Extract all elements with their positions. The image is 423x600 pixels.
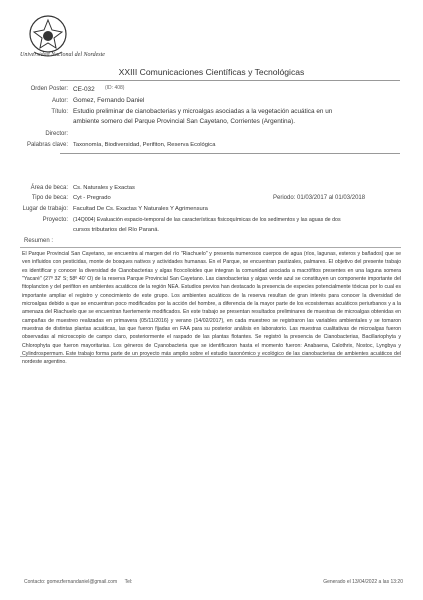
proyecto-line-2: cursos tributarios del Río Paraná.: [73, 227, 160, 233]
title-divider: [60, 80, 400, 81]
resumen-text: El Parque Provincial San Cayetano, se encuentra al margen del río "Riachuelo" y presenta numerosos cuerpos de agua (ríos, lagunas, esteros y bañados) que se ven influidos con pesticidas, monte de bosques nativos y actividades humanas. En el Parque, se encuentran pastizales, palmares. El objetivo del presente trabajo es identificar y conocer la diversidad de Cianobacterias y algas ficocolioides que integran la comunidad asociada a macrófitos presentes en una laguna somera "Yacaré" (27º 32' S; 58º 40' O) de la reserva Parque Provincial San Cayetano. Las cianobacterias y algas verde azul se constituyen un componente importante del fitoplancton y del perifiton en ambientes acuáticos de la región NEA. Estudios previos han destacado la presencia de especies potencialmente tóxicas por lo cual es importante ampliar el registro y conocimiento de este grupo. Los ambientes acuáticos de la reserva resultan de gran interés para conocer la diversidad de microalgas debido a que se encuentran poco modificados por la acción del hombre, a diferencia de la mayor parte de los ecosistemas acuáticos periurbanos y a la amenaza del Riachuelo que se encuentran fuertemente modificados. En este trabajo se presentan resultados preliminares de muestras de microalgas obtenidas en campañas de muestreo realizadas en primavera (05/11/2016) y verano (14/02/2017), en cada muestreo se registraron las variables ambientales y se tomaron muestras de distintas plantas acuáticas, las que fueron fijadas en FAA para su posterior análisis en laboratorio. Las muestras cualitativas de microalgas fueron observadas al microscopio de campo claro, posteriormente el raspado de las plantas flotantes. Se registró la presencia de Cianobacterias, Bacillariophyta y Chlorophyta que fueron mayoritarias. Los géneros de Cyanobacteria que se identificaron hasta el momento fueron: Anabaena, Calothrix, Nostoc, Lyngbya y Cylindrospermum. Este trabajo forma parte de un proyecto más amplio sobre el estudio taxonómico y ecológico de las cianobacterias de ambientes acuáticos del nordeste argentino.: [22, 251, 401, 366]
autor-label: Autor:: [51, 98, 68, 104]
page-title: XXIII Comunicaciones Científicas y Tecnológicas: [118, 67, 305, 77]
tipo-value: Cyt - Pregrado: [73, 195, 111, 201]
titulo-line-1: Estudio preliminar de cianobacterias y microalgas asociadas a la vegetación acuática en un: [73, 108, 333, 115]
contact-tel: Tel:: [124, 579, 133, 585]
lugar-value: Facultad De Cs. Exactas Y Naturales Y Agrimensura: [73, 206, 208, 212]
university-name: Universidad Nacional del Nordeste: [20, 52, 105, 58]
area-label: Área de beca:: [30, 185, 68, 191]
autor-value: Gomez, Fernando Daniel: [73, 97, 145, 104]
orden-label: Orden Poster:: [30, 86, 68, 92]
contact-email: Contacto: gomezfernandaniel@gmail.com: [24, 579, 118, 585]
palabras-value: Taxonomía, Biodiversidad, Perifiton, Reserva Ecológica: [73, 142, 216, 148]
titulo-line-2: ambiente somero del Parque Provincial San Cayetano, Corrientes (Argentina).: [73, 118, 296, 125]
periodo-value: Periodo: 01/03/2017 al 01/03/2018: [273, 195, 366, 201]
palabras-label: Palabras clave:: [26, 142, 68, 148]
area-value: Cs. Naturales y Exactas: [73, 185, 135, 191]
id-value: (ID: 408): [105, 85, 125, 91]
lugar-label: Lugar de trabajo:: [22, 206, 68, 212]
generated-timestamp: Generado el 13/04/2022 a las 13:20: [323, 579, 403, 585]
fields-divider: [60, 153, 400, 154]
resumen-label: Resumen :: [24, 238, 54, 244]
footer-contact: [24, 579, 132, 585]
titulo-label: Título:: [51, 109, 68, 115]
tipo-label: Tipo de beca:: [31, 195, 68, 201]
proyecto-label: Proyecto:: [42, 217, 68, 223]
orden-value: CE-032: [73, 86, 95, 93]
director-label: Director:: [45, 131, 68, 137]
proyecto-line-1: (14Q004) Evaluación espacio-temporal de las características fisicoquímicas de los sedimentos y las aguas de dos: [73, 217, 341, 223]
